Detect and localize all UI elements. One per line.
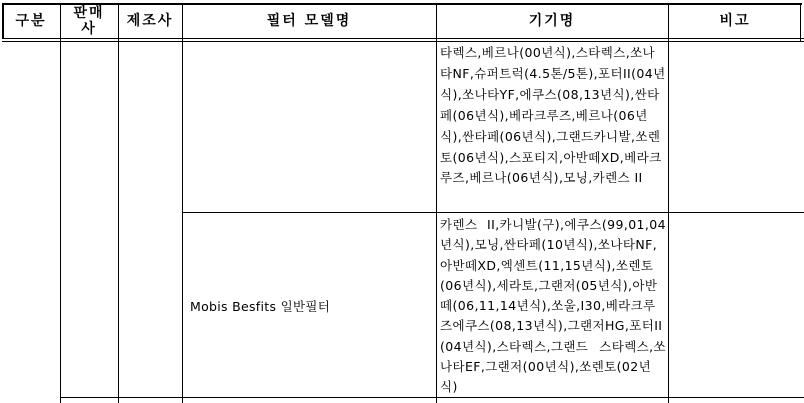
header-jejosa-label: 제조사 [126,13,174,29]
cell-devices-row2: 카렌스 II,카니발(구),에쿠스(99,01,04년식),모닝,싼타페(10년식),쏘나타NF,아반떼XD,엑센트(11,15년식),쏘렌토(06년식),세라토,그랜저(05년식),아반떼(06,11,14년식),쏘울,I30,베라크루즈에쿠스(08,13년식),그랜저HG,포터II(04년식),스타렉스,그랜드 스타렉스,쏘나타EF,그랜저(00년식),쏘렌토(02년식) [440,217,666,395]
cell-gubun [3,42,59,397]
header-filter-model-label: 필터 모델명 [266,13,352,29]
header-remark-label: 비고 [719,13,751,29]
cell-filter-model-row1 [183,42,435,211]
cell-devices-row1: 타렉스,베르나(00년식),스타렉스,쏘나타NF,슈퍼트럭(4.5톤/5톤),포터II(04년식),쏘나타YF,에쿠스(08,13년식),싼타페(06년식),베라크루즈,베르나(06년식),싼타페(06년식),그랜드카니발,쏘렌토(06년식),스포티지,아반떼XD,베라크루즈,베르나(06년식),모닝,카렌스 II [440,45,666,186]
cell-remark-row1 [669,42,802,211]
cell-jejosa [119,42,181,397]
header-gubun-label: 구분 [15,13,47,29]
row-divider-2 [60,397,804,398]
filter-model-text: Mobis Besfits 일반필터 [190,298,331,314]
header-device-name-label: 기기명 [528,13,576,29]
cell-panmaesa [61,42,117,397]
header-filter-model [182,3,436,39]
column-border-4 [436,3,437,403]
cell-remark-row2 [669,213,802,396]
cell-filter-model-row2 [190,214,434,397]
header-gubun [2,3,60,39]
header-panmaesa-label: 판매사 [73,5,105,37]
header-remark [668,3,802,39]
header-jejosa [118,3,182,39]
header-device-name [436,3,668,39]
header-panmaesa [60,3,118,39]
